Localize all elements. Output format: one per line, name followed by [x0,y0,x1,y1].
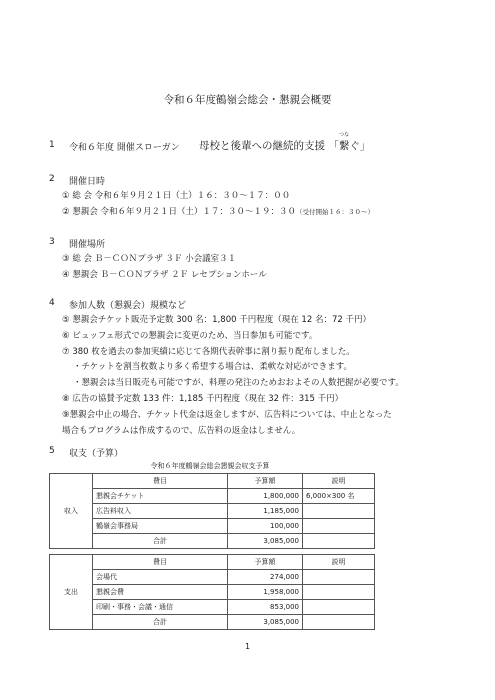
row-item: 広告料収入 [93,504,228,519]
row-amount: 274,000 [228,570,303,585]
cancellation-line-1: ⑨懇親会中止の場合、チケット代金は返金しますが、広告料については、中止となった [62,410,392,420]
section-number: 2 [49,174,55,184]
page-number: 1 [244,642,251,651]
section-3-heading [49,237,106,250]
ticket-sales-line: ⑤ 懇親会チケット販売予定数 300 名：1,800 千円程度（現在 12 名：72 千円） [62,315,371,325]
total-label: 合計 [93,615,228,630]
section-heading: 開催場所 [69,240,106,250]
total-amount: 3,085,000 [228,534,303,549]
row-note [303,600,375,615]
slogan-ruby-word [338,132,350,153]
section-1 [49,132,371,153]
row-item: 会場代 [93,570,228,585]
table-row [50,570,375,585]
section-2-heading [49,174,106,187]
row-amount: 1,800,000 [228,489,303,504]
ad-sponsor-line: ⑧ 広告の協賛予定数 133 件：1,185 千円程度（現在 32 件：315 千円） [62,394,344,404]
section-heading: 収支（予算） [69,449,124,459]
table-row [50,504,375,519]
row-amount: 1,958,000 [228,585,303,600]
schedule-party [62,205,374,217]
section-number: 1 [49,140,55,150]
row-note [303,585,375,600]
expense-category: 支出 [50,555,93,630]
slogan-main: 母校と後輩への継続的支援 「 [199,140,339,152]
row-item: 印刷・事務・会議・通信 [93,600,228,615]
income-category: 収入 [50,474,93,549]
buffet-line: ⑥ ビュッフェ形式での懇親会に変更のため、当日参加も可能です。 [62,331,318,341]
total-label: 合計 [93,534,228,549]
allocation-line: ⑦ 380 枚を過去の参加実績に応じて各期代表幹事に割り振り配布しました。 [62,347,355,357]
table-header-row [50,474,375,489]
budget-caption: 令和６年度鶴嶺会総会懇親会収支予算 [150,462,270,470]
cancellation-line-2: 場合もプログラムは作成するので、広告料の返金はしません。 [62,426,301,436]
row-item: 懇親会チケット [93,489,228,504]
slogan-end: ぐ」 [349,140,371,152]
table-row [50,519,375,534]
header-amount: 予算額 [228,474,303,489]
row-amount: 853,000 [228,600,303,615]
row-item: 懇親会費 [93,585,228,600]
section-number: 3 [49,237,55,247]
row-note [303,519,375,534]
row-note [303,570,375,585]
document-title: 令和６年度鶴嶺会総会・懇親会概要 [163,94,332,106]
schedule-general-meeting: ① 総 会 令和６年９月２１日（土）１６：３０～１７：００ [62,191,291,201]
row-amount: 1,185,000 [228,504,303,519]
row-note: 6,000×300 名 [303,489,375,504]
total-row [50,534,375,549]
section-number: 4 [49,298,55,308]
total-amount: 3,085,000 [228,615,303,630]
same-day-note: ・懇親会は当日販売も可能ですが、料理の発注のためおおよその人数把握が必要です。 [73,378,404,388]
header-item: 費目 [93,555,228,570]
row-note [303,504,375,519]
slogan-kanji: 繋 [338,140,350,152]
section-5-heading [49,446,124,459]
venue-party: ④ 懇親会 Ｂ－ＣＯＮプラザ ２Ｆ レセプションホール [62,270,267,280]
flexible-note: ・チケットを割当枚数より多く希望する場合は、柔軟な対応ができます。 [73,362,353,372]
table-row [50,600,375,615]
section-heading: 参加人数（懇親会）規模など [69,301,187,311]
table-row [50,585,375,600]
table-header-row [50,555,375,570]
section-4-heading [49,298,187,311]
row-item: 鶴嶺会事務局 [93,519,228,534]
total-note [303,615,375,630]
total-note [303,534,375,549]
schedule-party-time: ② 懇親会 令和６年９月２１日（土）１７：３０～１９：３０ [62,207,297,217]
income-table [49,473,375,549]
header-amount: 予算額 [228,555,303,570]
reception-note: （受付開始１６：３０～） [296,208,375,216]
slogan-text [199,132,371,153]
slogan-furigana: つな [339,132,350,138]
header-note: 説明 [303,555,375,570]
venue-general-meeting: ③ 総 会 Ｂ－ＣＯＮプラザ ３Ｆ 小会議室３１ [62,254,237,264]
row-amount: 100,000 [228,519,303,534]
header-item: 費目 [93,474,228,489]
section-heading: 開催日時 [69,177,106,187]
table-row [50,489,375,504]
expense-table [49,554,375,630]
section-number: 5 [49,446,55,456]
total-row [50,615,375,630]
header-note: 説明 [303,474,375,489]
slogan-label: 令和６年度 開催スローガン [69,143,180,153]
